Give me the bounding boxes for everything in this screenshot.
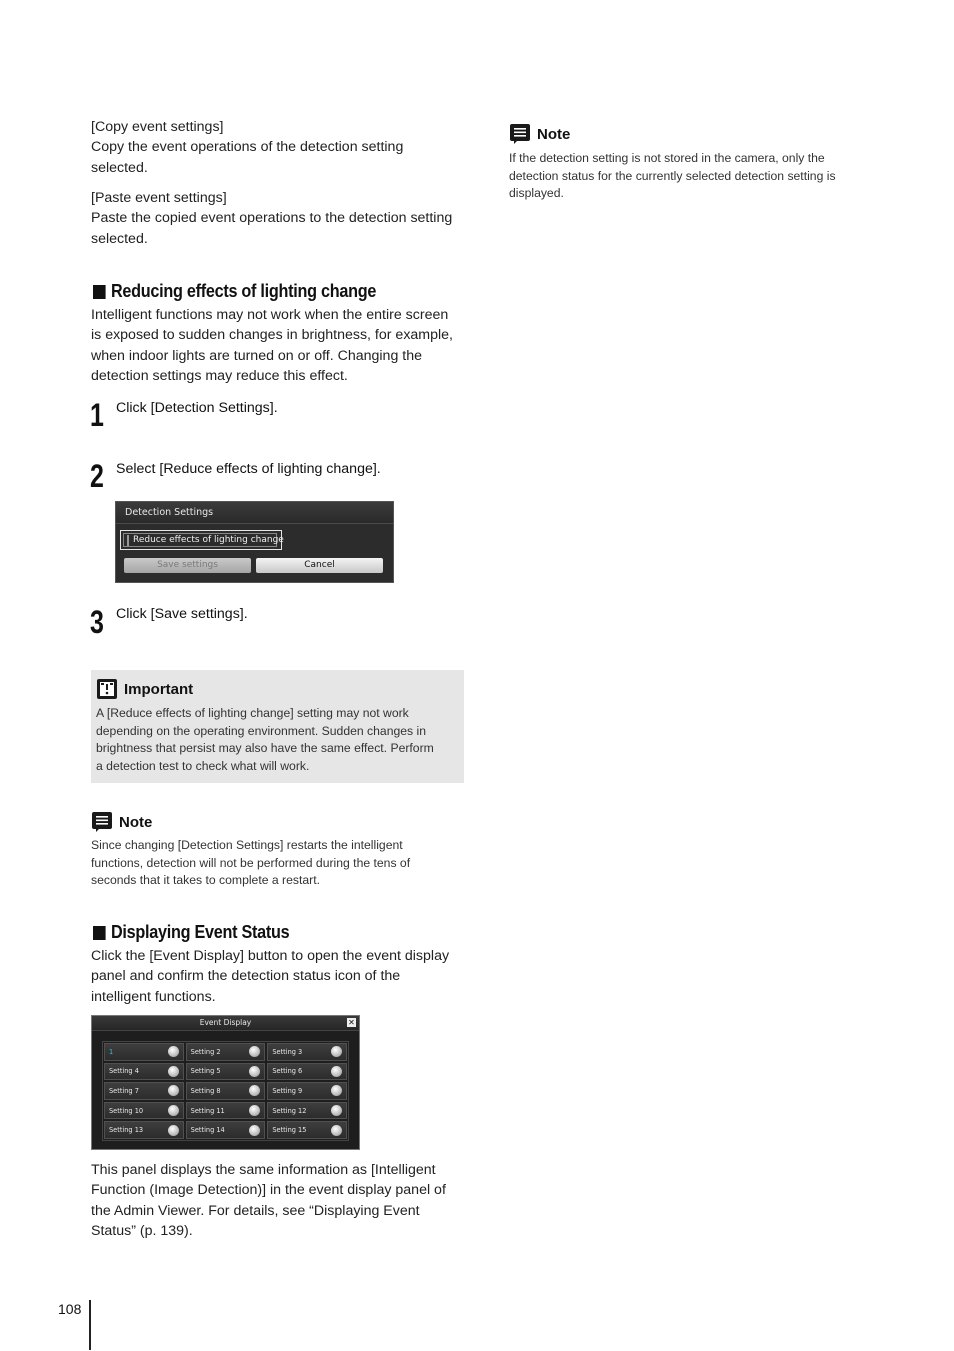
- event-status-cell: [104, 1082, 184, 1100]
- event-closing-line: Status” (p. 139).: [91, 1222, 193, 1239]
- important-title-text: Important: [124, 680, 194, 698]
- step-number: 2: [90, 458, 104, 494]
- note-line: displayed.: [509, 186, 564, 201]
- event-closing-line: the Admin Viewer. For details, see “Displaying Event: [91, 1202, 420, 1219]
- event-status-cell: [186, 1043, 266, 1061]
- note-line: functions, detection will not be performed during the tens of: [91, 855, 411, 870]
- note-text-left: [91, 837, 466, 890]
- status-indicator-icon: [331, 1085, 342, 1096]
- event-intro-line: intelligent functions.: [91, 988, 216, 1005]
- page-number: 108: [58, 1301, 82, 1317]
- important-line: a detection test to check what will work.: [96, 758, 310, 773]
- status-indicator-icon: [249, 1125, 260, 1136]
- heading-square-icon: [93, 926, 106, 940]
- event-status-cell: [267, 1102, 347, 1120]
- status-indicator-icon: [249, 1066, 260, 1077]
- important-line: A [Reduce effects of lighting change] setting may not work: [96, 706, 409, 720]
- detection-settings-dialog: [115, 501, 394, 583]
- paste-event-label: [Paste event settings]: [91, 190, 227, 206]
- status-indicator-icon: [331, 1125, 342, 1136]
- status-indicator-icon: [331, 1105, 342, 1116]
- note-line: If the detection setting is not stored in the camera, only the: [509, 151, 825, 165]
- note-title-text: Note: [119, 813, 153, 831]
- event-cell-label: Setting 5: [190, 1067, 221, 1076]
- status-indicator-icon: [249, 1046, 260, 1057]
- status-indicator-icon: [331, 1046, 342, 1057]
- note-line: Since changing [Detection Settings] restarts the intelligent: [91, 838, 403, 852]
- step-number: 3: [90, 604, 104, 640]
- event-display-title: [92, 1016, 359, 1031]
- reduce-lighting-checkbox[interactable]: [123, 533, 284, 547]
- note-line: seconds that it takes to complete a restart.: [91, 873, 320, 888]
- event-status-cell: [104, 1102, 184, 1120]
- lighting-intro: [91, 305, 471, 386]
- note-title-left: [91, 811, 152, 833]
- paste-event-line: Paste the copied event operations to the detection setting: [91, 210, 453, 227]
- event-status-cell: [186, 1102, 266, 1120]
- event-cell-label: Setting 4: [109, 1067, 139, 1076]
- event-intro-line: panel and confirm the detection status icon of the: [91, 968, 401, 985]
- page-divider: [89, 1300, 91, 1350]
- event-display-title-text: Event Display: [199, 1018, 252, 1027]
- important-icon: [96, 678, 118, 700]
- important-line: depending on the operating environment. Sudden changes in: [96, 723, 426, 738]
- heading-square-icon: [93, 285, 106, 299]
- save-settings-button[interactable]: Save settings: [124, 558, 251, 573]
- step-text: Click [Detection Settings].: [116, 400, 278, 416]
- event-closing: [91, 1160, 471, 1241]
- status-indicator-icon: [168, 1105, 179, 1116]
- note-icon: [509, 123, 531, 145]
- event-cell-label: Setting 10: [109, 1106, 144, 1115]
- status-indicator-icon: [168, 1066, 179, 1077]
- event-status-cell: [267, 1121, 347, 1139]
- close-icon[interactable]: ✕: [348, 1018, 355, 1027]
- event-status-cell: [186, 1063, 266, 1081]
- note-line: detection status for the currently selected detection setting is: [509, 168, 836, 183]
- note-icon: [91, 811, 113, 833]
- status-indicator-icon: [168, 1046, 179, 1057]
- event-cell-label: 1: [109, 1047, 114, 1056]
- note-title-text: Note: [537, 125, 571, 143]
- paste-event-block: [91, 188, 471, 249]
- note-title-right: [509, 123, 570, 145]
- event-status-cell: [104, 1043, 184, 1061]
- checkbox-label: Reduce effects of lighting change: [133, 535, 284, 545]
- step-text: Click [Save settings].: [116, 606, 248, 622]
- cancel-button[interactable]: Cancel: [256, 558, 383, 573]
- important-text: [96, 705, 461, 775]
- event-cell-label: Setting 8: [190, 1086, 221, 1095]
- section-heading-lighting: [93, 281, 376, 302]
- dialog-title: Detection Settings: [116, 502, 393, 524]
- event-intro: [91, 946, 471, 1007]
- event-cell-label: Setting 15: [272, 1126, 307, 1135]
- section-heading-event-status: [93, 922, 289, 943]
- paste-event-line: selected.: [91, 230, 148, 247]
- copy-event-label: [Copy event settings]: [91, 119, 224, 135]
- event-status-cell: [267, 1082, 347, 1100]
- important-line: brightness that persist may also have the same effect. Perform: [96, 741, 434, 756]
- event-cell-label: Setting 9: [272, 1086, 303, 1095]
- note-text-right: [509, 150, 889, 203]
- event-status-cell: [267, 1043, 347, 1061]
- event-closing-line: This panel displays the same information as [Intelligent: [91, 1162, 436, 1178]
- reduce-lighting-checkbox-focus[interactable]: [120, 530, 282, 550]
- copy-event-line: Copy the event operations of the detection setting: [91, 139, 404, 156]
- event-status-grid: [102, 1041, 349, 1141]
- copy-event-line: selected.: [91, 159, 148, 176]
- event-status-cell: [104, 1121, 184, 1139]
- intro-line: Intelligent functions may not work when the entire screen: [91, 307, 449, 323]
- event-cell-label: Setting 2: [190, 1047, 221, 1056]
- status-indicator-icon: [249, 1105, 260, 1116]
- status-indicator-icon: [249, 1085, 260, 1096]
- status-indicator-icon: [331, 1066, 342, 1077]
- event-cell-label: Setting 12: [272, 1106, 307, 1115]
- copy-event-block: [91, 117, 471, 178]
- event-status-cell: [104, 1063, 184, 1081]
- step-number: 1: [90, 397, 104, 433]
- event-cell-label: Setting 7: [109, 1086, 139, 1095]
- status-indicator-icon: [168, 1125, 179, 1136]
- step-text: Select [Reduce effects of lighting change].: [116, 461, 381, 477]
- event-status-cell: [267, 1063, 347, 1081]
- event-status-cell: [186, 1082, 266, 1100]
- event-cell-label: Setting 13: [109, 1126, 144, 1135]
- status-indicator-icon: [168, 1085, 179, 1096]
- checkbox-square-icon[interactable]: [127, 535, 129, 546]
- event-display-panel: [91, 1015, 360, 1150]
- event-closing-line: Function (Image Detection)] in the event display panel of: [91, 1182, 446, 1199]
- intro-line: detection settings may reduce this effect.: [91, 367, 348, 384]
- intro-line: is exposed to sudden changes in brightness, for example,: [91, 327, 454, 344]
- event-cell-label: Setting 3: [272, 1047, 303, 1056]
- event-status-cell: [186, 1121, 266, 1139]
- event-cell-label: Setting 6: [272, 1067, 303, 1076]
- intro-line: when indoor lights are turned on or off. Changing the: [91, 347, 423, 364]
- event-intro-line: Click the [Event Display] button to open the event display: [91, 948, 450, 964]
- event-cell-label: Setting 14: [190, 1126, 225, 1135]
- heading-text: Reducing effects of lighting change: [111, 281, 377, 301]
- important-box: [91, 670, 464, 783]
- important-title: [96, 678, 193, 700]
- event-cell-label: Setting 11: [190, 1106, 225, 1115]
- heading-text: Displaying Event Status: [111, 922, 290, 942]
